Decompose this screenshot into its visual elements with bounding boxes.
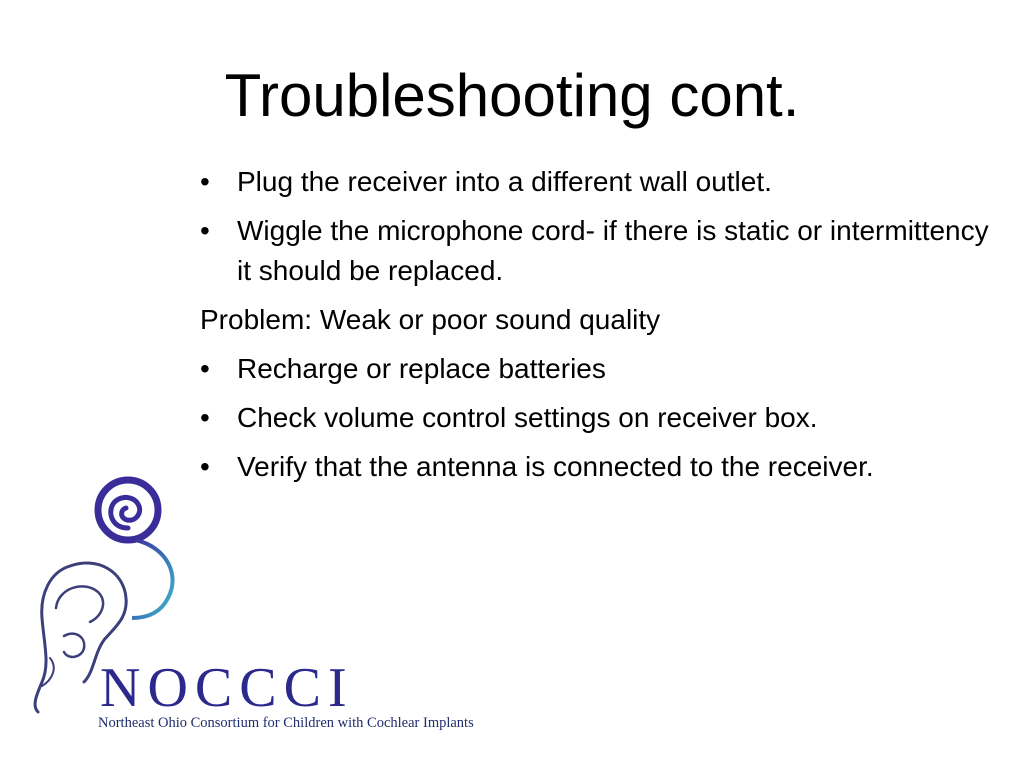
bullet-marker: • bbox=[200, 451, 210, 482]
bullet-marker: • bbox=[200, 402, 210, 433]
logo-wordmark: NOCCCI bbox=[100, 657, 354, 719]
bullet-text: Plug the receiver into a different wall outlet. bbox=[237, 166, 772, 197]
bullet-text: Recharge or replace batteries bbox=[237, 353, 606, 384]
problem-text: Problem: Weak or poor sound quality bbox=[200, 304, 661, 335]
problem-heading bbox=[200, 300, 990, 340]
bullet-text: Check volume control settings on receiver box. bbox=[237, 402, 818, 433]
bullet-text: Verify that the antenna is connected to the receiver. bbox=[237, 451, 874, 482]
logo-caption: Northeast Ohio Consortium for Children with Cochlear Implants bbox=[98, 715, 474, 731]
bullet-item bbox=[200, 398, 990, 438]
bullet-item bbox=[200, 349, 990, 389]
cord-icon bbox=[132, 540, 173, 618]
slide-body bbox=[200, 162, 990, 496]
bullet-marker: • bbox=[200, 166, 210, 197]
bullet-item bbox=[200, 162, 990, 202]
spiral-icon bbox=[98, 480, 158, 540]
bullet-item bbox=[200, 211, 990, 291]
bullet-text: Wiggle the microphone cord- if there is static or intermittency it should be replaced. bbox=[237, 215, 989, 286]
slide-title: Troubleshooting cont. bbox=[224, 62, 800, 129]
bullet-marker: • bbox=[200, 353, 210, 384]
bullet-marker: • bbox=[200, 215, 210, 246]
